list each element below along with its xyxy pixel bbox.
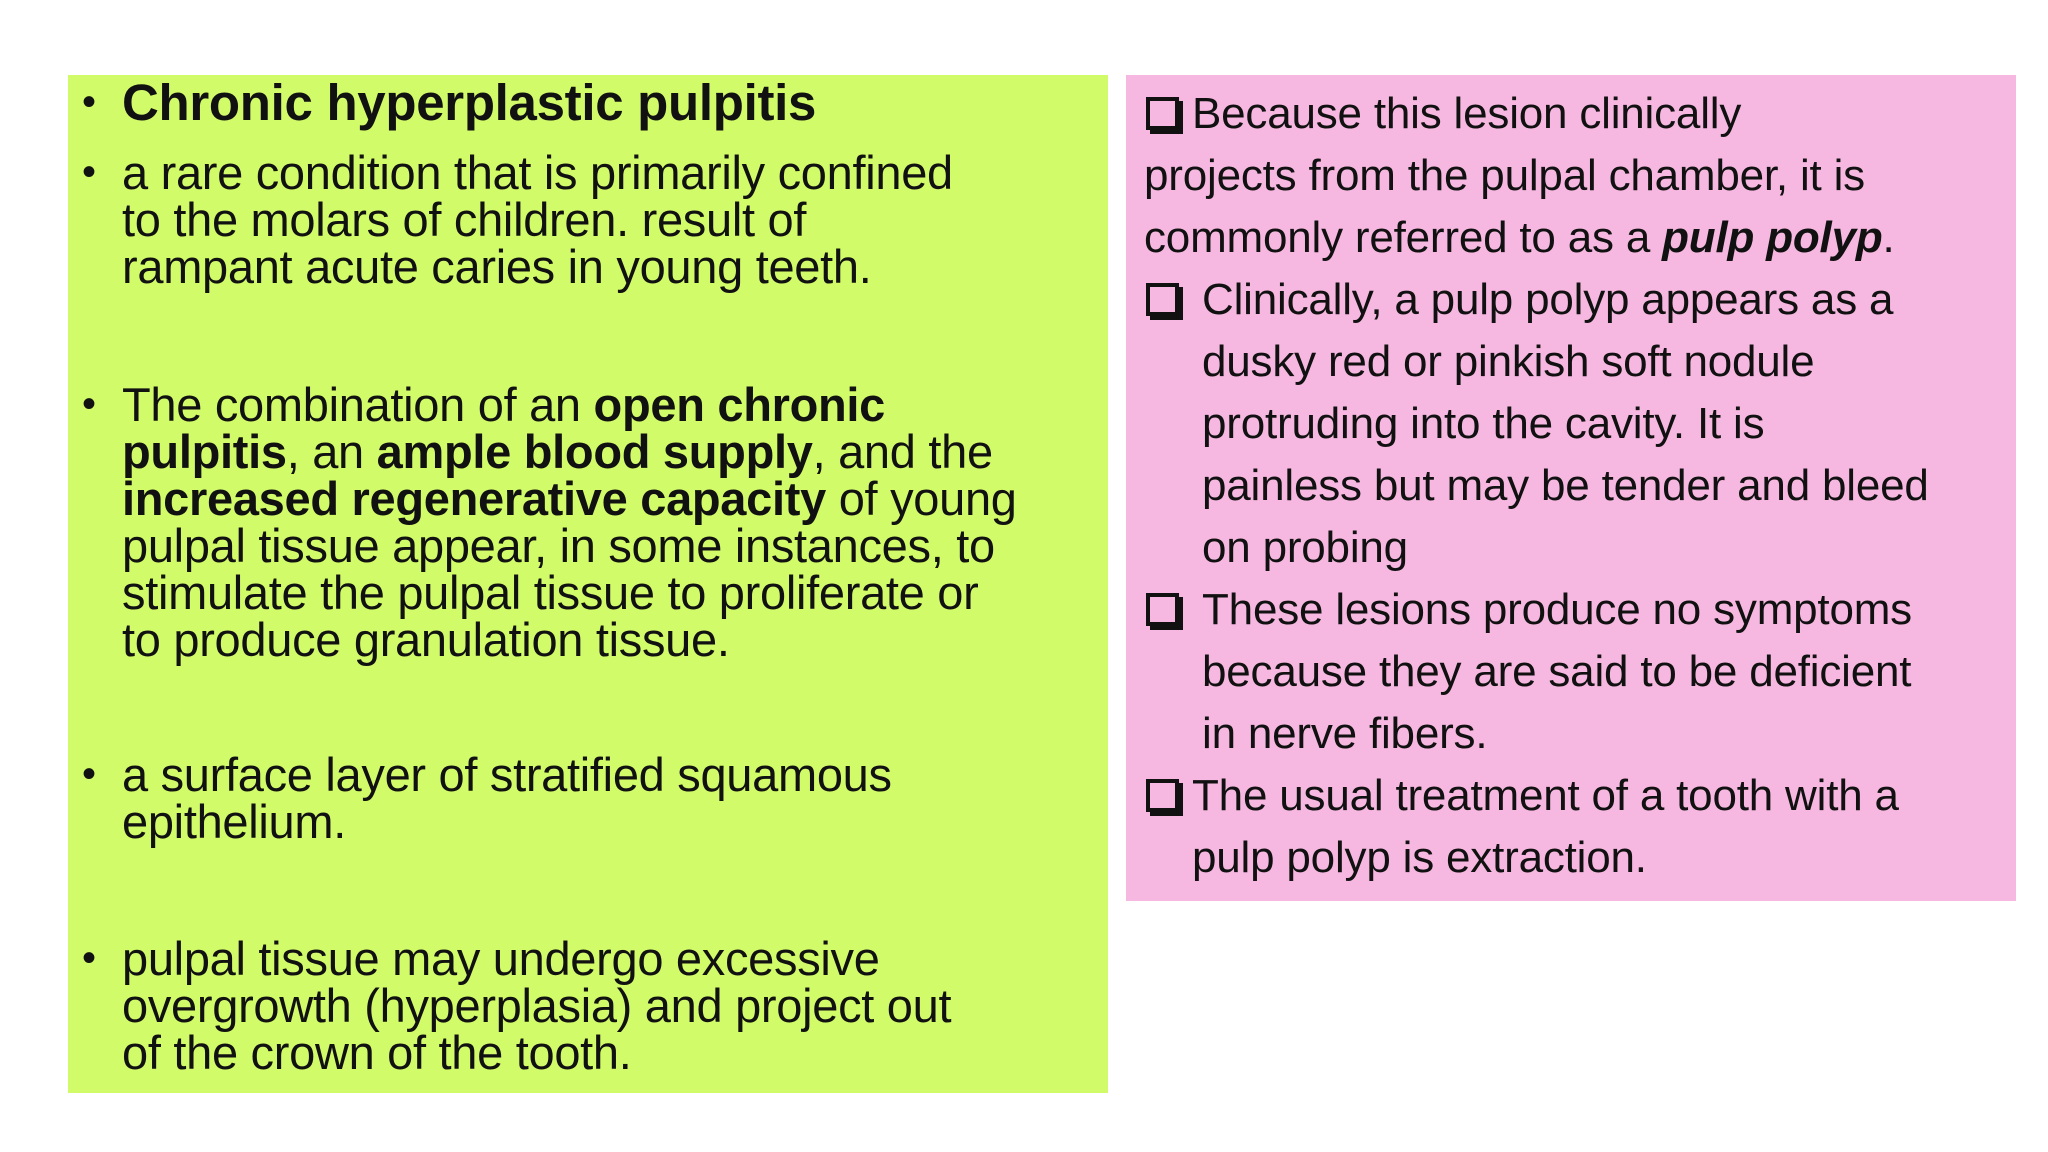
checkbox-bullet-icon xyxy=(1146,283,1179,316)
text-line: protruding into the cavity. It is xyxy=(1202,399,1765,448)
bold-term: increased regenerative capacity xyxy=(122,472,826,525)
bullet-text xyxy=(122,932,1112,1079)
text-span: , an xyxy=(286,425,377,478)
bullet-dot: • xyxy=(82,382,96,426)
text-line: stimulate the pulpal tissue to proliferate or xyxy=(122,566,979,619)
text-line: pulpal tissue may undergo excessive xyxy=(122,932,880,985)
bullet-dot: • xyxy=(82,752,96,796)
text-line: rampant acute caries in young teeth. xyxy=(122,240,872,293)
bold-term: pulpitis xyxy=(122,425,287,478)
section-title: Chronic hyperplastic pulpitis xyxy=(122,74,817,131)
text-line: a surface layer of stratified squamous xyxy=(122,748,892,801)
checkbox-bullet-icon xyxy=(1146,779,1179,812)
text-line: The usual treatment of a tooth with a xyxy=(1192,771,1899,820)
right-content-panel xyxy=(1126,75,2016,901)
text-line: projects from the pulpal chamber, it is xyxy=(1144,151,1865,200)
bullet-dot: • xyxy=(82,936,96,980)
checkbox-bullet-icon xyxy=(1146,97,1179,130)
text-line: because they are said to be deficient xyxy=(1202,647,1912,696)
text-line: a rare condition that is primarily confined xyxy=(122,146,953,199)
text-line: in nerve fibers. xyxy=(1202,709,1488,758)
text-line: dusky red or pinkish soft nodule xyxy=(1202,337,1815,386)
text-line xyxy=(122,425,1112,478)
text-line: of the crown of the tooth. xyxy=(122,1026,632,1079)
text-line xyxy=(122,378,1112,431)
text-span: . xyxy=(1882,213,1895,262)
bullet-text xyxy=(122,378,1112,666)
left-content-panel xyxy=(68,75,1108,1093)
text-line xyxy=(122,472,1112,525)
text-line: pulpal tissue appear, in some instances, to xyxy=(122,519,995,572)
text-line: These lesions produce no symptoms xyxy=(1202,585,1912,634)
text-line: overgrowth (hyperplasia) and project out xyxy=(122,979,952,1032)
text-line xyxy=(1144,207,1895,269)
text-line: painless but may be tender and bleed xyxy=(1202,461,1929,510)
text-line: to produce granulation tissue. xyxy=(122,613,730,666)
bullet-dot: • xyxy=(82,150,96,194)
bullet-dot: • xyxy=(82,80,96,124)
bullet-text xyxy=(122,748,1112,848)
text-line: on probing xyxy=(1202,523,1408,572)
text-line: Clinically, a pulp polyp appears as a xyxy=(1202,275,1894,324)
bullet-text xyxy=(122,146,1112,293)
text-span: of young xyxy=(825,472,1017,525)
bold-term: ample blood supply xyxy=(376,425,813,478)
text-line: pulp polyp is extraction. xyxy=(1192,833,1647,882)
bold-italic-term: pulp polyp xyxy=(1662,213,1883,262)
text-line: to the molars of children. result of xyxy=(122,193,807,246)
text-line: epithelium. xyxy=(122,795,346,848)
text-span: commonly referred to as a xyxy=(1144,213,1663,262)
checkbox-bullet-icon xyxy=(1146,593,1179,626)
text-span: The combination of an xyxy=(122,378,594,431)
text-span: , and the xyxy=(812,425,993,478)
text-line: Because this lesion clinically xyxy=(1192,89,1742,138)
bold-term: open chronic xyxy=(593,378,886,431)
